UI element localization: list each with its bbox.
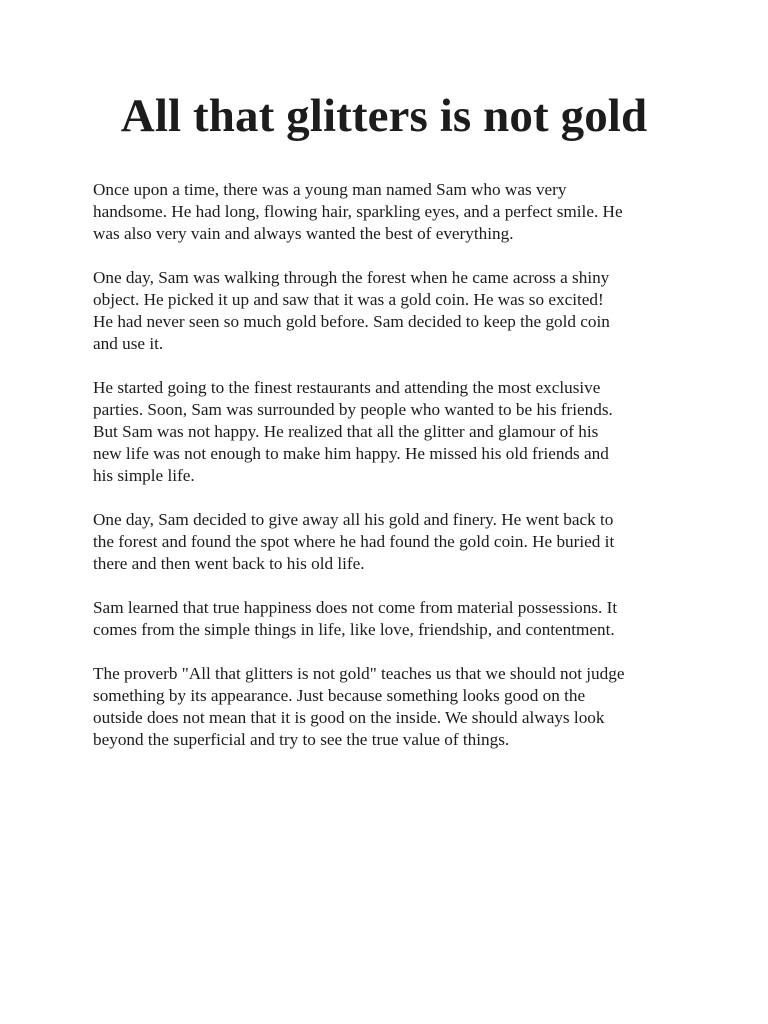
paragraph-3: He started going to the finest restaurants and attending the most exclusive parties. Soon, Sam was surrounded by people who wanted to be his friends. But Sam was not happy. He realized that all the glitter and glamour of his new life was not enough to make him happy. He missed his old friends and his simple life. bbox=[93, 378, 613, 485]
paragraph-2: One day, Sam was walking through the forest when he came across a shiny object. He picked it up and saw that it was a gold coin. He was so excited! He had never seen so much gold before. Sam decided to keep the gold coin and use it. bbox=[93, 268, 610, 353]
document-title: All that glitters is not gold bbox=[120, 90, 648, 142]
paragraph-6: The proverb "All that glitters is not gold" teaches us that we should not judge something by its appearance. Just because something looks good on the outside does not mean that it is good on the inside. We should always look beyond the superficial and try to see the true value of things. bbox=[93, 664, 625, 749]
paragraph-5: Sam learned that true happiness does not come from material possessions. It comes from the simple things in life, like love, friendship, and contentment. bbox=[93, 598, 618, 639]
document-body bbox=[93, 179, 683, 773]
paragraph-4: One day, Sam decided to give away all his gold and finery. He went back to the forest and found the spot where he had found the gold coin. He buried it there and then went back to his old life. bbox=[93, 510, 615, 573]
paragraph-1: Once upon a time, there was a young man named Sam who was very handsome. He had long, flowing hair, sparkling eyes, and a perfect smile. He was also very vain and always wanted the best of everything. bbox=[93, 180, 623, 243]
